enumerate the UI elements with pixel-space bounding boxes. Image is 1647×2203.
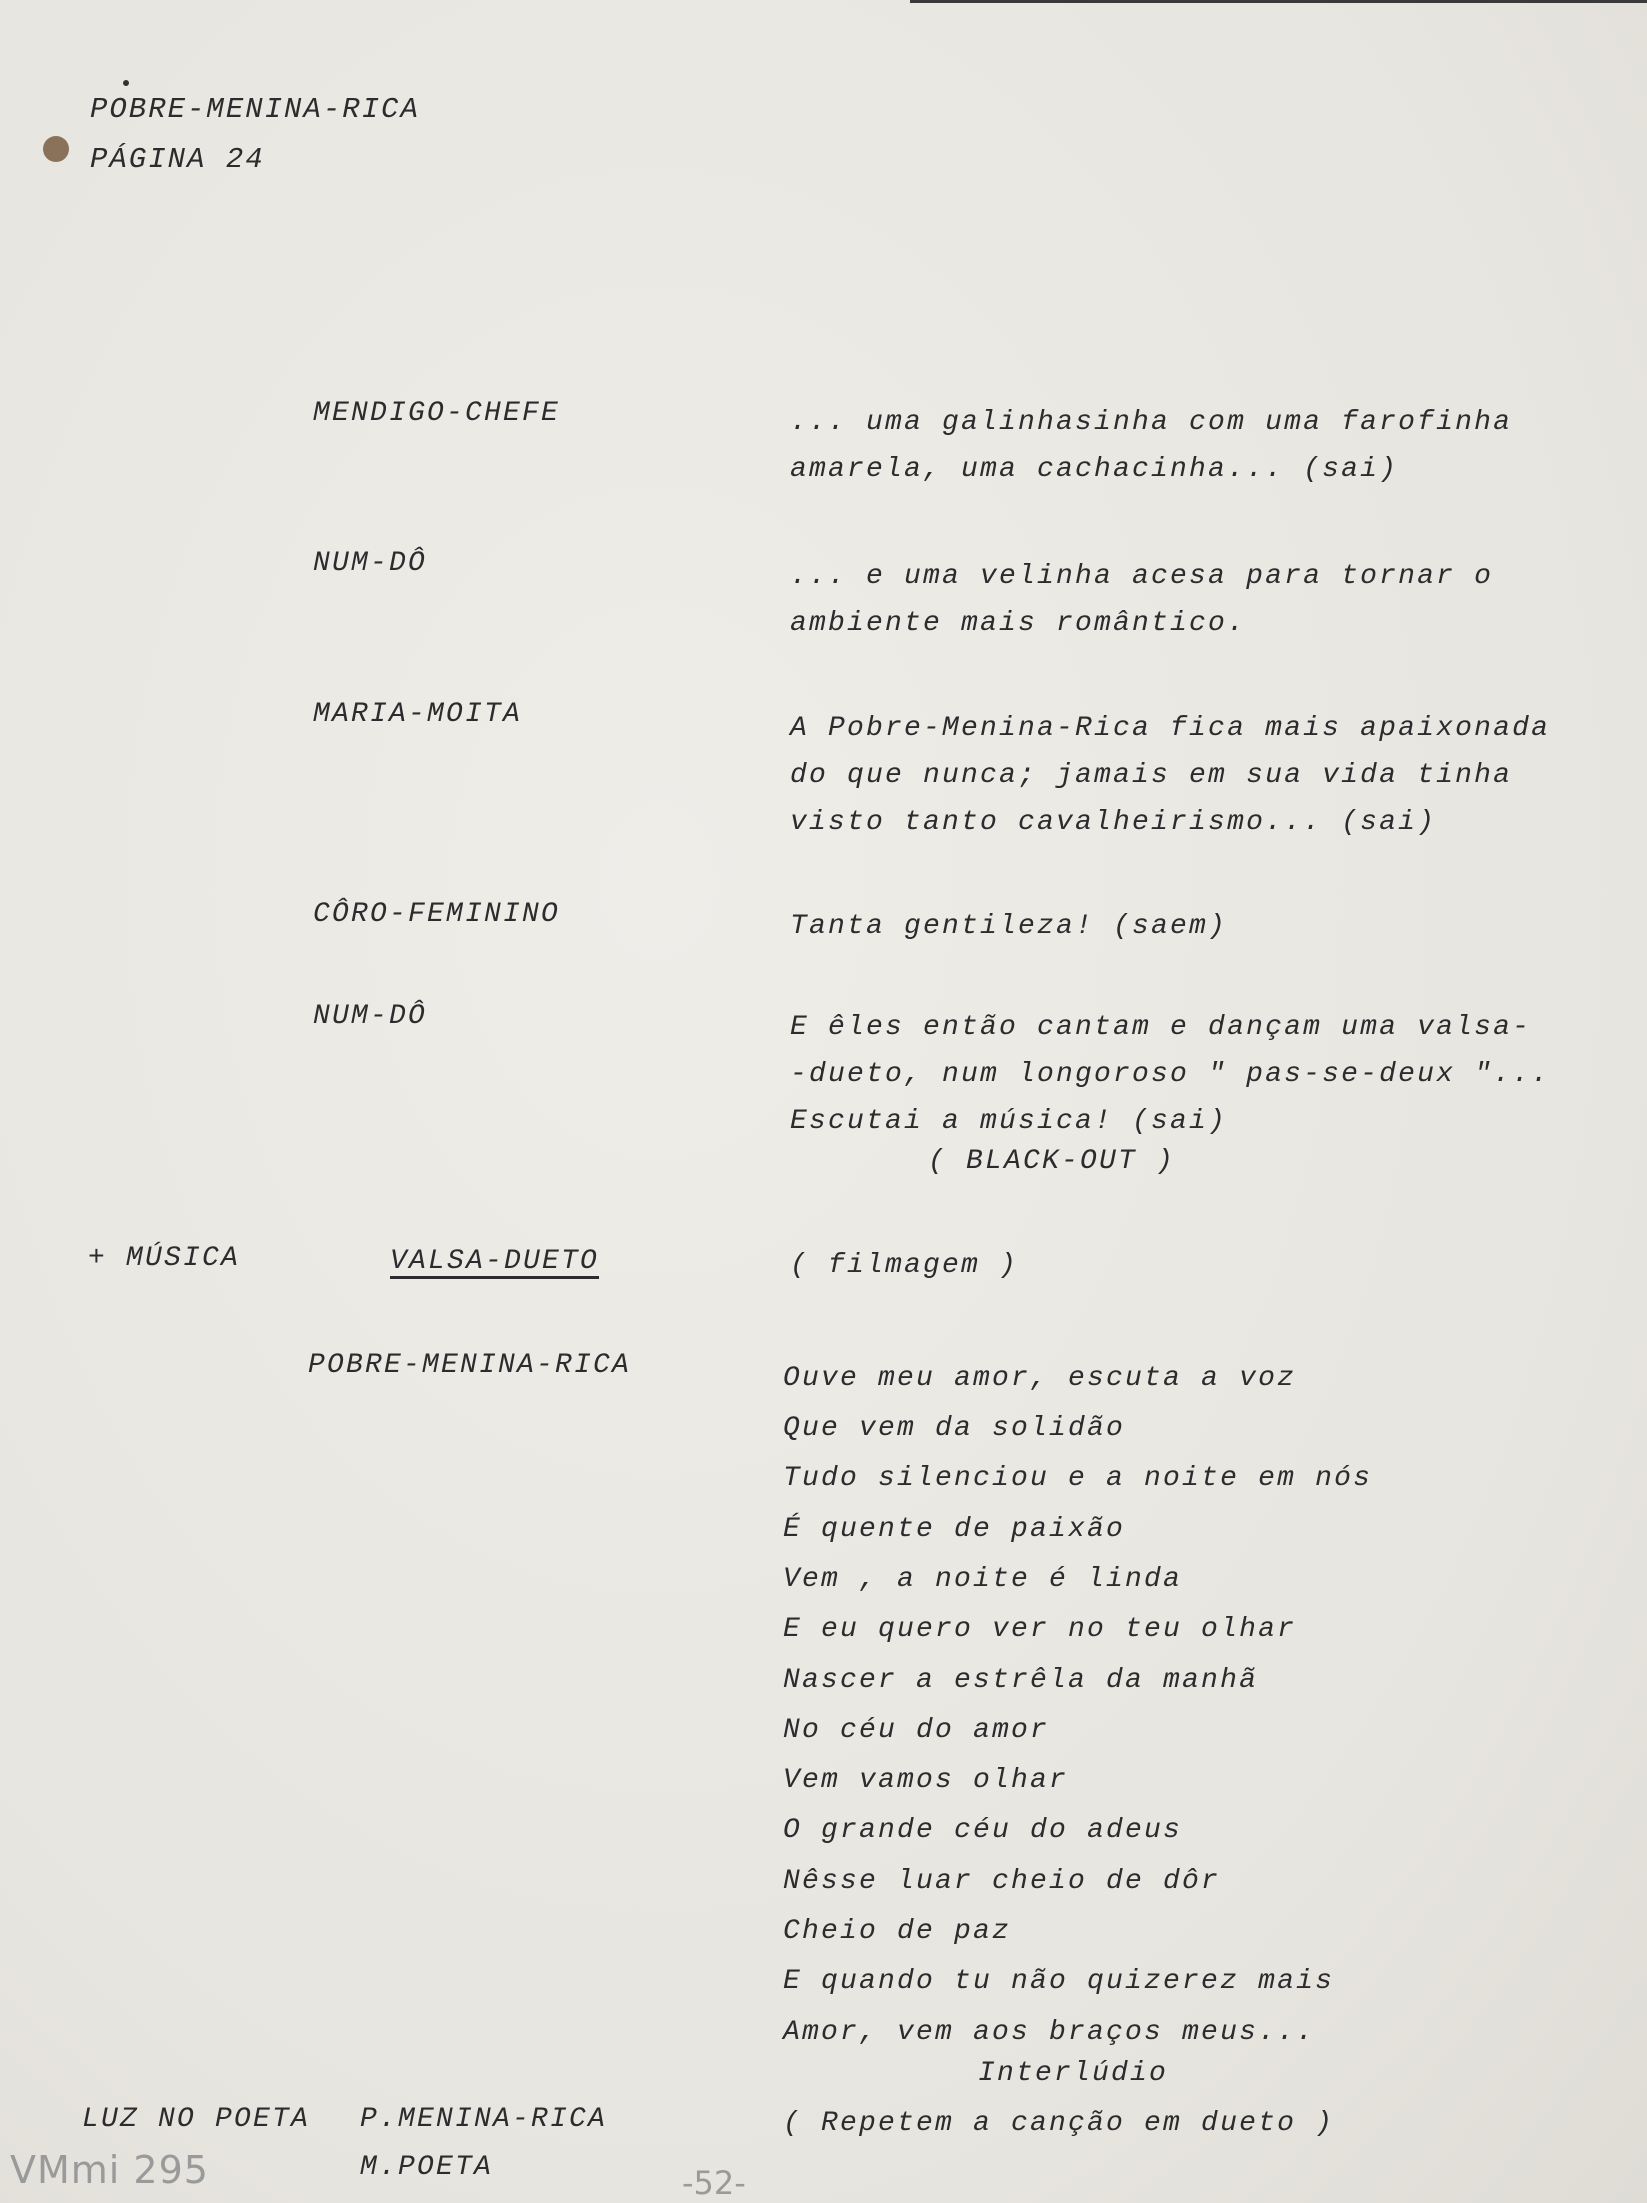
dialogue-line: visto tanto cavalheirismo... (sai) [790,807,1437,838]
verse-line: Nêsse luar cheio de dôr [783,1866,1221,1897]
speaker-label: MENDIGO-CHEFE [313,398,561,429]
verse-line: E quando tu não quizerez mais [783,1966,1335,1997]
dialogue-line: Tanta gentileza! (saem) [790,911,1228,942]
speaker-label: NUM-DÔ [313,1001,428,1032]
verse-line: Vem vamos olhar [783,1765,1069,1796]
dialogue-line: do que nunca; jamais em sua vida tinha [790,760,1513,791]
dialogue-line: E êles então cantam e dançam uma valsa- [790,1012,1532,1043]
interlude-label: Interlúdio [978,2058,1169,2089]
dialogue-line: ambiente mais romântico. [790,608,1247,639]
dialogue-line: A Pobre-Menina-Rica fica mais apaixonada [790,713,1551,744]
handwritten-reference: VMmi 295 [10,2148,209,2192]
lighting-cue: LUZ NO POETA [82,2104,311,2135]
verse-line: Nascer a estrêla da manhã [783,1665,1259,1696]
handwritten-page-number: -52- [682,2164,746,2202]
verse-line: Tudo silenciou e a noite em nós [783,1463,1373,1494]
duet-direction: ( Repetem a canção em dueto ) [783,2108,1335,2139]
speaker-label: NUM-DÔ [313,548,428,579]
verse-line: O grande céu do adeus [783,1815,1183,1846]
ink-stain-icon [43,136,69,162]
speaker-label: CÔRO-FEMININO [313,899,561,930]
duet-singer: P.MENINA-RICA [360,2104,608,2135]
music-title: VALSA-DUETO [390,1246,600,1277]
dialogue-line: amarela, uma cachacinha... (sai) [790,454,1399,485]
dialogue-line: -dueto, num longoroso " pas-se-deux "... [790,1059,1551,1090]
margin-music-note: + MÚSICA [88,1243,241,1274]
singer-label: POBRE-MENINA-RICA [308,1350,632,1381]
verse-line: Vem , a noite é linda [783,1564,1183,1595]
dialogue-line: ... e uma velinha acesa para tornar o [790,561,1494,592]
verse-line: É quente de paixão [783,1514,1126,1545]
verse-line: Ouve meu amor, escuta a voz [783,1363,1297,1394]
top-edge-rule [910,0,1647,3]
music-note: ( filmagem ) [790,1250,1019,1281]
page-label: PÁGINA 24 [90,143,265,176]
document-title: POBRE-MENINA-RICA [90,93,420,126]
verse-line: Que vem da solidão [783,1413,1126,1444]
dialogue-line: ... uma galinhasinha com uma farofinha [790,407,1513,438]
duet-singer: M.POETA [360,2152,494,2183]
verse-line: Cheio de paz [783,1916,1012,1947]
dialogue-line: Escutai a música! (sai) [790,1106,1228,1137]
verse-line: Amor, vem aos braços meus... [783,2017,1316,2048]
verse-line: No céu do amor [783,1715,1050,1746]
ink-dot-icon [123,80,129,86]
stage-direction: ( BLACK-OUT ) [928,1146,1176,1177]
verse-line: E eu quero ver no teu olhar [783,1614,1297,1645]
speaker-label: MARIA-MOITA [313,699,523,730]
